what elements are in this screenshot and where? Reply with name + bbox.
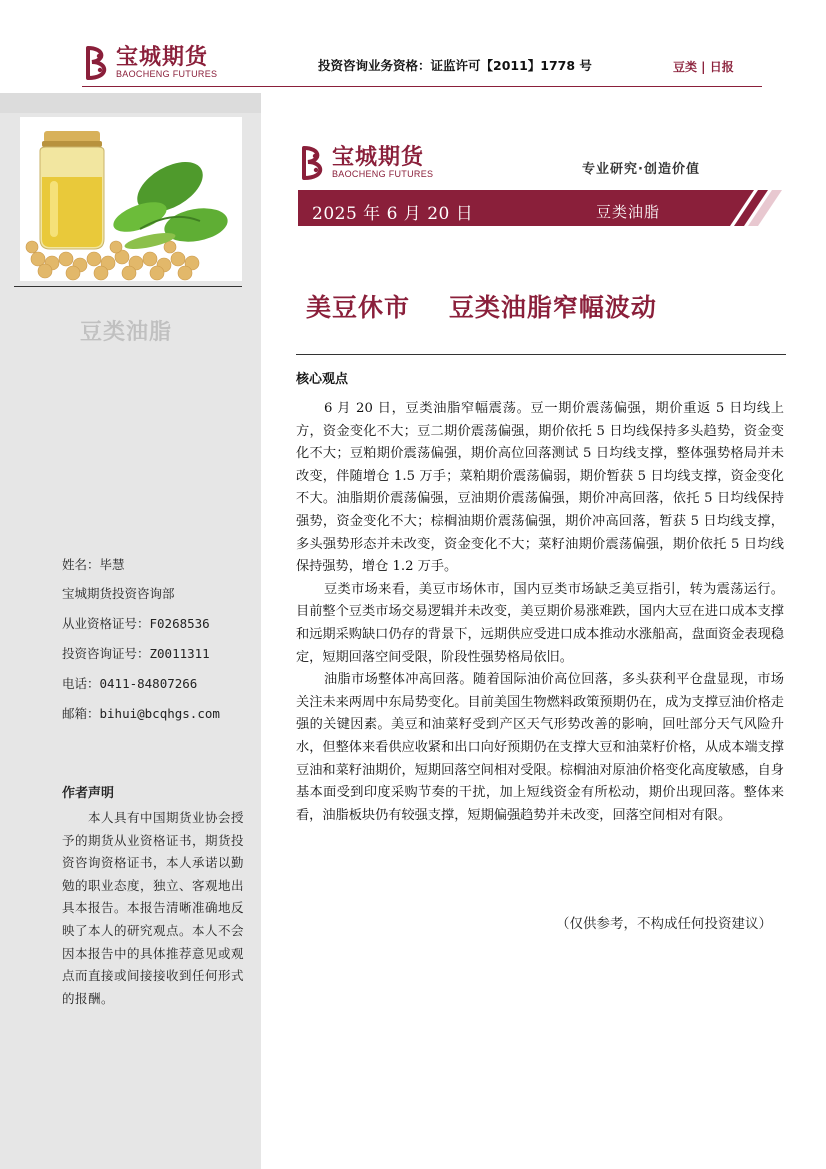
disclaimer: （仅供参考，不构成任何投资建议）: [556, 916, 772, 932]
brand-name-en: BAOCHENG FUTURES: [116, 68, 218, 79]
author-consult-license: 投资咨询证号：Z0011311: [62, 646, 210, 661]
paragraph: 6 月 20 日，豆类油脂窄幅震荡。豆一期价震荡偏强，期价重返 5 日均线上方，资金变化不大；豆二期价震荡偏强，期价依托 5 日均线保持多头趋势，资金变化不大；豆粕期价震荡偏强，期价高位回落测试 5 日均线支撑，整体强势格局并未改变，伴随增仓 1.5 万手；菜粕期价震荡偏弱，期价暂获 5 日均线支撑，资金变化不大。油脂期价震荡偏强，豆油期价震荡偏强，期价冲高回落，依托 5 日均线保持强势，资金变化不大；棕榈油期价震荡偏强，期价冲高回落，暂获 5 日均线支撑，多头强势形态并未改变，资金变化不大；菜籽油期价震荡偏强，期价依托 5 日均线保持强势，增仓 1.2 万手。: [296, 401, 784, 575]
author-phone: 电话：0411-84807266: [62, 676, 198, 691]
author-name: 姓名：毕慧: [62, 557, 125, 572]
headline-rule: [296, 354, 786, 355]
header-rule: [82, 86, 762, 87]
slogan: 专业研究·创造价值: [582, 162, 700, 177]
brand-mark-icon: [82, 46, 112, 80]
report-date: 2025 年 6 月 20 日: [312, 204, 474, 224]
author-dept: 宝城期货投资咨询部: [62, 586, 175, 601]
soybean-oil-photo: [20, 117, 242, 281]
report-category: 豆类 | 日报: [673, 60, 734, 74]
photo-divider: [14, 286, 242, 287]
banner-subject: 豆类油脂: [596, 203, 661, 221]
declaration-text: 本人具有中国期货业协会授予的期货从业资格证书，期货投资咨询资格证书，本人承诺以勤勉的职业态度，独立、客观地出具本报告。本报告清晰准确地反映了本人的研究观点。本人不会因本报告中的具体推荐意见或观点而直接或间接接收到任何形式的报酬。: [62, 810, 245, 1006]
author-email: 邮箱：bihui@bcqhgs.com: [62, 706, 220, 721]
sidebar-title: 豆类油脂: [80, 320, 173, 345]
author-license: 从业资格证号：F0268536: [62, 616, 210, 631]
declaration-title: 作者声明: [62, 786, 115, 801]
core-view-title: 核心观点: [296, 372, 349, 387]
headline: 美豆休市 豆类油脂窄幅波动: [306, 293, 657, 322]
brand-mark-icon: [298, 146, 328, 180]
brand-name-cn: 宝城期货: [116, 44, 209, 70]
page-header: [0, 0, 826, 92]
report-body: [296, 398, 784, 827]
main-logo: [298, 146, 433, 180]
brand-name-cn: 宝城期货: [332, 144, 425, 170]
header-logo: [82, 46, 217, 80]
sidebar: [0, 93, 261, 1169]
sidebar-top-band: [0, 93, 261, 113]
qualification-text: 投资咨询业务资格：证监许可【2011】1778 号: [318, 58, 592, 73]
brand-name-en: BAOCHENG FUTURES: [332, 168, 434, 179]
paragraph: 豆类市场来看，美豆市场休市，国内豆类市场缺乏美豆指引，转为震荡运行。目前整个豆类市场交易逻辑并未改变，美豆期价易涨难跌，国内大豆在进口成本支撑和远期采购缺口仍存的背景下，远期供应受进口成本推动水涨船高，盘面资金表现稳定，短期回落空间受限，阶段性强势格局依旧。: [296, 581, 784, 665]
date-banner: [298, 190, 782, 226]
paragraph: 油脂市场整体冲高回落。随着国际油价高位回落，多头获利平仓盘显现，市场关注未来两周中东局势变化。目前美国生物燃料政策预期仍在，成为支撑豆油价格走强的关键因素。美豆和油菜籽受到产区天气形势改善的影响，回吐部分天气风险升水，但整体来看供应收紧和出口向好预期仍在支撑大豆和油菜籽价格，从成本端支撑豆油和菜籽油期价，短期回落空间相对受限。棕榈油对原油价格变化高度敏感，自身基本面受到印度采购节奏的干扰，加上短线资金有所松动，期价出现回落。整体来看，油脂板块仍有较强支撑，短期偏强趋势并未改变，回落空间相对有限。: [296, 672, 784, 823]
